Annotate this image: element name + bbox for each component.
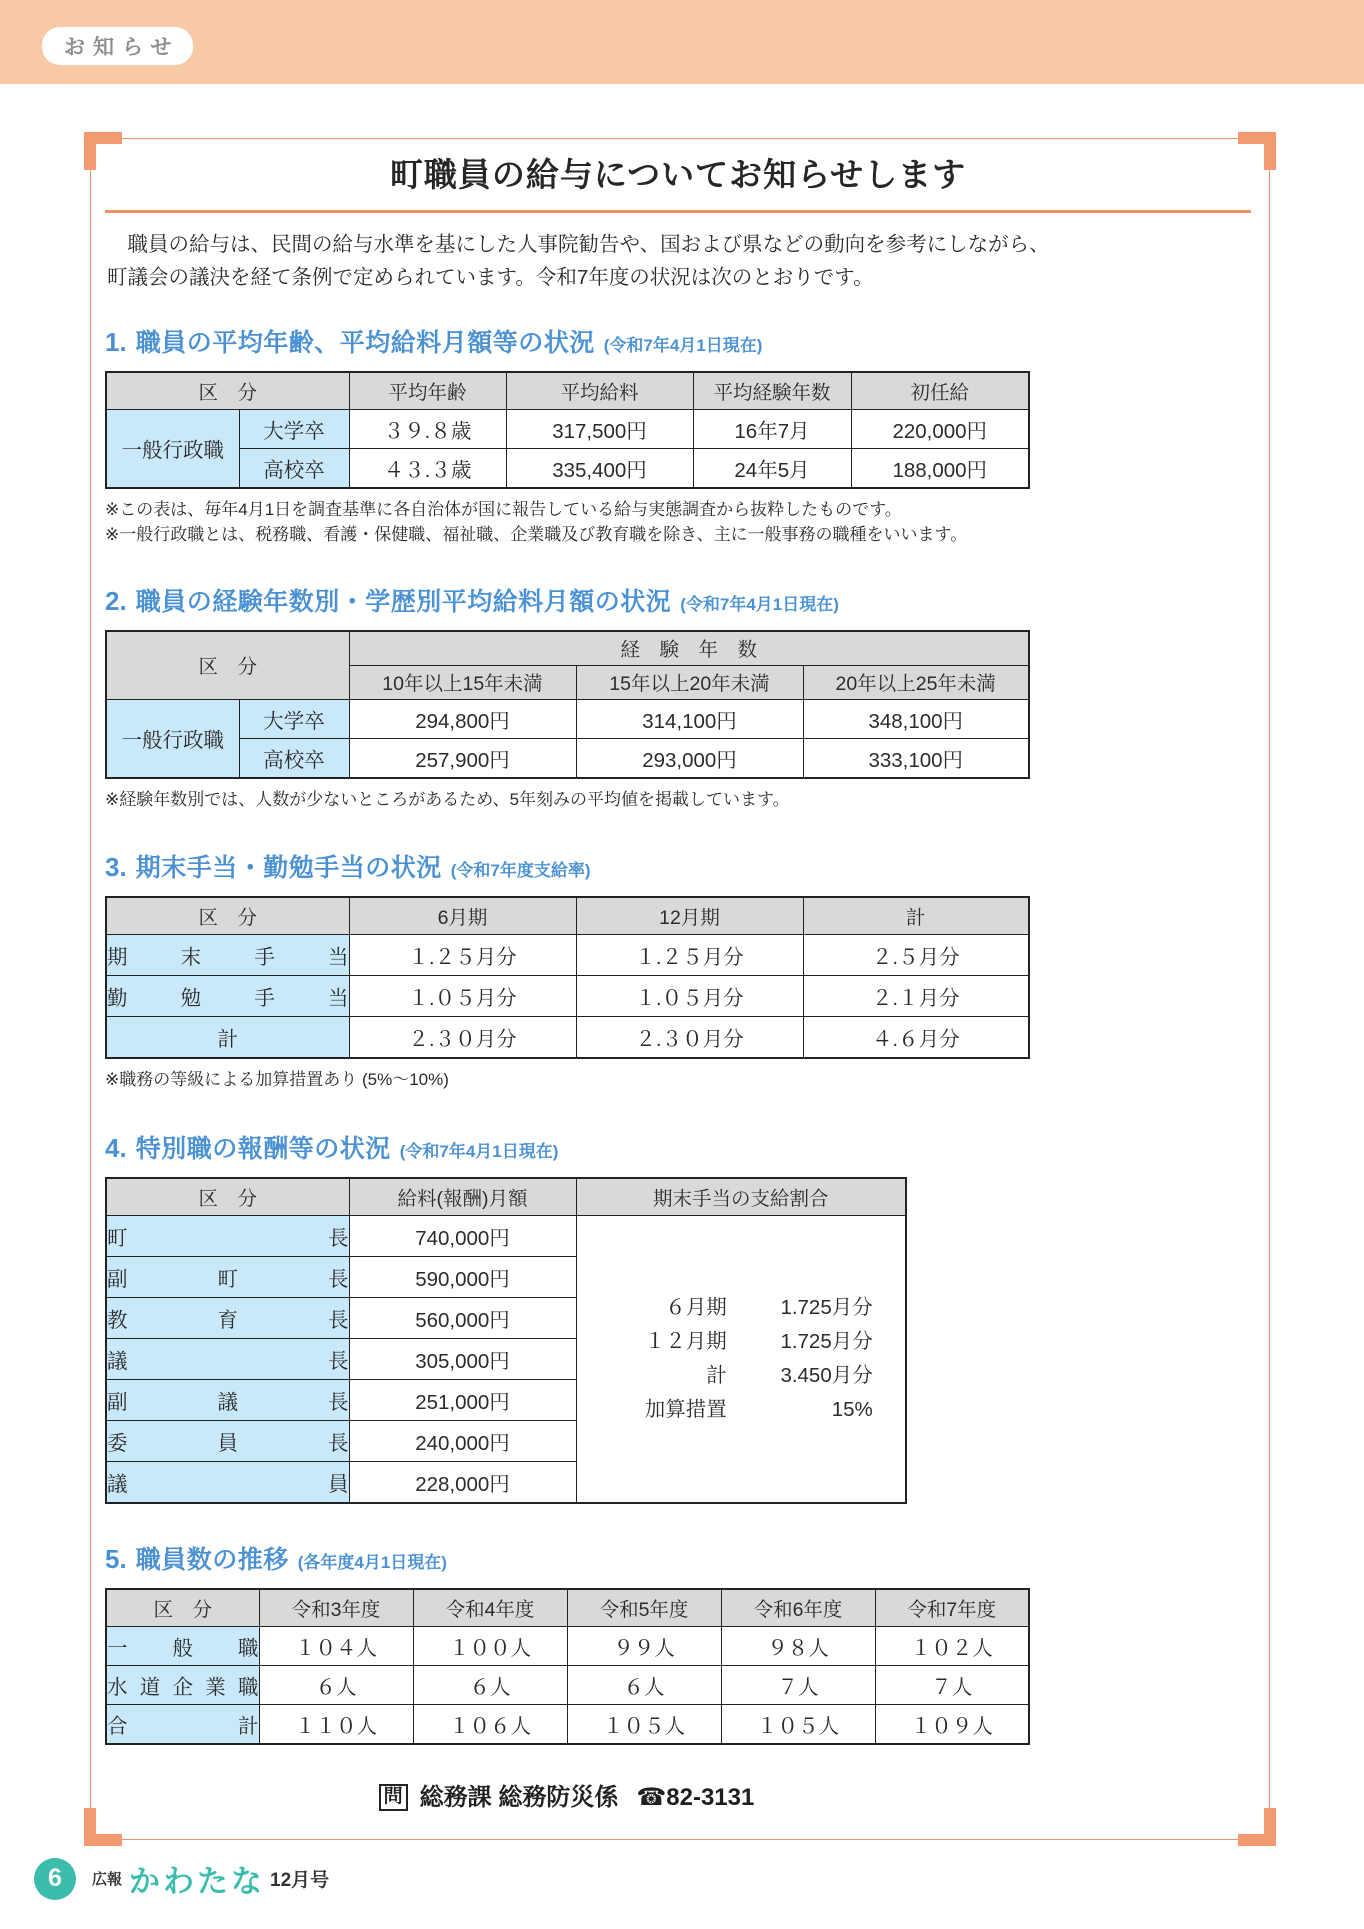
header-cell: 平均給料 bbox=[506, 372, 693, 410]
data-cell: 240,000円 bbox=[349, 1420, 576, 1461]
section-5-number: 5. bbox=[105, 1543, 127, 1574]
section-3-title: 期末手当・勤勉手当の状況 bbox=[135, 854, 442, 883]
row-label: 副町長 bbox=[106, 1256, 349, 1297]
intro-line-2: 町議会の議決を経て条例で定められています。令和7年度の状況は次のとおりです。 bbox=[107, 265, 874, 289]
page-footer-info bbox=[34, 1856, 329, 1901]
data-cell: 228,000円 bbox=[349, 1461, 576, 1503]
section-4-heading bbox=[105, 1129, 1251, 1165]
data-cell: ２.３０月分 bbox=[576, 1017, 803, 1059]
data-cell: 16年7月 bbox=[693, 409, 851, 448]
intro-paragraph bbox=[107, 229, 1251, 295]
row-label: 期末手当 bbox=[106, 935, 349, 976]
data-cell: ６人 bbox=[413, 1665, 567, 1704]
section-5-heading bbox=[105, 1540, 1251, 1576]
allowance-summary-cell bbox=[576, 1215, 906, 1503]
section-1-heading bbox=[105, 323, 1251, 359]
data-cell: 560,000円 bbox=[349, 1297, 576, 1338]
table-average-age-salary bbox=[105, 371, 1030, 489]
table-bonus-allowance bbox=[105, 896, 1030, 1059]
page-number-badge: 6 bbox=[34, 1858, 76, 1900]
contact-department: 総務課 総務防災係 bbox=[419, 1783, 619, 1811]
data-cell: ９８人 bbox=[721, 1626, 875, 1665]
section-3-date-note: (令和7年度支給率) bbox=[450, 861, 591, 881]
intro-line-1: 職員の給与は、民間の給与水準を基にした人事院勧告や、国および県などの動向を参考にしながら、 bbox=[107, 233, 1050, 256]
row-group-label: 一般行政職 bbox=[106, 699, 239, 778]
data-cell: １０２人 bbox=[875, 1626, 1029, 1665]
phone-number: 82-3131 bbox=[666, 1783, 755, 1811]
section-3-notes bbox=[105, 1067, 1251, 1093]
header-cell: 経 験 年 数 bbox=[349, 631, 1029, 666]
data-cell: 251,000円 bbox=[349, 1379, 576, 1420]
data-cell: １０９人 bbox=[875, 1704, 1029, 1744]
header-cell: 区 分 bbox=[106, 631, 349, 700]
corner-bracket-bottom-right bbox=[1238, 1808, 1276, 1846]
row-label: 高校卒 bbox=[239, 448, 349, 488]
row-label: 大学卒 bbox=[239, 409, 349, 448]
corner-bracket-top-left bbox=[84, 132, 122, 170]
data-cell: 257,900円 bbox=[349, 738, 576, 778]
row-label: 大学卒 bbox=[239, 699, 349, 738]
row-group-label: 一般行政職 bbox=[106, 409, 239, 488]
table-row bbox=[106, 1017, 1029, 1059]
data-cell: １.２５月分 bbox=[576, 935, 803, 976]
content-frame bbox=[90, 138, 1270, 1840]
data-cell: ６人 bbox=[567, 1665, 721, 1704]
section-1-date-note: (令和7年4月1日現在) bbox=[603, 335, 763, 355]
data-cell: 317,500円 bbox=[506, 409, 693, 448]
row-label: 教育長 bbox=[106, 1297, 349, 1338]
header-cell: 期末手当の支給割合 bbox=[576, 1178, 906, 1216]
data-cell: 348,100円 bbox=[803, 699, 1029, 738]
data-cell: １００人 bbox=[413, 1626, 567, 1665]
publication-name: かわたな bbox=[129, 1864, 266, 1899]
data-cell: ４３.３歳 bbox=[349, 448, 506, 488]
allowance-value: 15% bbox=[831, 1397, 873, 1421]
inquiry-mark: 問 bbox=[379, 1784, 408, 1811]
row-label: 高校卒 bbox=[239, 738, 349, 778]
header-cell: 令和5年度 bbox=[567, 1589, 721, 1627]
header-cell: 20年以上25年未満 bbox=[803, 665, 1029, 699]
header-cell: 給料(報酬)月額 bbox=[349, 1178, 576, 1216]
header-cell: 区 分 bbox=[106, 372, 349, 410]
table-staff-count-trend bbox=[105, 1588, 1030, 1745]
contact-line bbox=[105, 1777, 1028, 1812]
note-line: ※職務の等級による加算措置あり (5%～10%) bbox=[105, 1070, 449, 1090]
header-cell: 平均経験年数 bbox=[693, 372, 851, 410]
data-cell: ７人 bbox=[721, 1665, 875, 1704]
header-cell: 計 bbox=[803, 897, 1029, 935]
table-salary-by-experience bbox=[105, 630, 1030, 779]
row-label: 議長 bbox=[106, 1338, 349, 1379]
section-4-number: 4. bbox=[105, 1132, 127, 1163]
data-cell: １.０５月分 bbox=[576, 976, 803, 1017]
section-4-date-note: (令和7年4月1日現在) bbox=[399, 1141, 559, 1161]
data-cell: １０４人 bbox=[259, 1626, 413, 1665]
header-cell: 10年以上15年未満 bbox=[349, 665, 576, 699]
header-cell: 令和6年度 bbox=[721, 1589, 875, 1627]
allowance-value: 3.450月分 bbox=[780, 1363, 873, 1387]
data-cell: 305,000円 bbox=[349, 1338, 576, 1379]
data-cell: １１０人 bbox=[259, 1704, 413, 1744]
data-cell: ９９人 bbox=[567, 1626, 721, 1665]
section-2-title: 職員の経験年数別・学歴別平均給料月額の状況 bbox=[135, 587, 672, 616]
section-staff-count-trend bbox=[105, 1540, 1251, 1745]
table-row bbox=[106, 631, 1029, 666]
header-cell: 区 分 bbox=[106, 1178, 349, 1216]
data-cell: 314,100円 bbox=[576, 699, 803, 738]
row-label: 町長 bbox=[106, 1215, 349, 1256]
table-special-officials bbox=[105, 1177, 907, 1504]
header-cell: 令和4年度 bbox=[413, 1589, 567, 1627]
section-1-title: 職員の平均年齢、平均給料月額等の状況 bbox=[135, 328, 595, 357]
corner-bracket-bottom-left bbox=[84, 1808, 122, 1846]
table-row bbox=[106, 1178, 906, 1216]
data-cell: ３９.８歳 bbox=[349, 409, 506, 448]
row-label: 議員 bbox=[106, 1461, 349, 1503]
allowance-label: 加算措置 bbox=[644, 1397, 727, 1421]
section-2-number: 2. bbox=[105, 585, 127, 616]
top-notice-band bbox=[0, 0, 1364, 84]
note-line: ※一般行政職とは、税務職、看護・保健職、福祉職、企業職及び教育職を除き、主に一般事務の職種をいいます。 bbox=[105, 525, 968, 545]
title-underline bbox=[105, 210, 1251, 213]
row-label: 合計 bbox=[106, 1704, 259, 1744]
section-special-officials bbox=[105, 1129, 1251, 1504]
note-line: ※経験年数別では、人数が少ないところがあるため、5年刻みの平均値を掲載しています。 bbox=[105, 789, 790, 809]
data-cell: ２.５月分 bbox=[803, 935, 1029, 976]
data-cell: ７人 bbox=[875, 1665, 1029, 1704]
publication-prefix: 広報 bbox=[92, 1871, 123, 1888]
section-5-date-note: (各年度4月1日現在) bbox=[297, 1552, 447, 1572]
row-label: 計 bbox=[106, 1017, 349, 1059]
table-row bbox=[106, 1215, 906, 1256]
data-cell: 740,000円 bbox=[349, 1215, 576, 1256]
data-cell: 188,000円 bbox=[851, 448, 1029, 488]
header-cell: 6月期 bbox=[349, 897, 576, 935]
data-cell: ２.３０月分 bbox=[349, 1017, 576, 1059]
header-cell: 15年以上20年未満 bbox=[576, 665, 803, 699]
table-row bbox=[106, 897, 1029, 935]
section-2-notes bbox=[105, 787, 1251, 813]
table-row bbox=[106, 1626, 1029, 1665]
page-title: 町職員の給与についてお知らせします bbox=[389, 156, 967, 193]
table-row bbox=[106, 699, 1029, 738]
section-5-title: 職員数の推移 bbox=[135, 1545, 289, 1574]
phone-icon: ☎ bbox=[636, 1783, 667, 1811]
section-1-notes bbox=[105, 497, 1251, 548]
note-line: ※この表は、毎年4月1日を調査基準に各自治体が国に報告している給与実態調査から抜粋したものです。 bbox=[105, 499, 902, 519]
row-label: 水道企業職 bbox=[106, 1665, 259, 1704]
publication-issue: 12月号 bbox=[270, 1870, 330, 1891]
data-cell: １.２５月分 bbox=[349, 935, 576, 976]
table-row bbox=[106, 1704, 1029, 1744]
allowance-label: ６月期 bbox=[665, 1295, 727, 1319]
section-salary-by-experience bbox=[105, 582, 1251, 813]
section-2-date-note: (令和7年4月1日現在) bbox=[680, 594, 839, 614]
header-cell: 区 分 bbox=[106, 897, 349, 935]
table-row bbox=[106, 738, 1029, 778]
data-cell: ６人 bbox=[259, 1665, 413, 1704]
table-row bbox=[106, 1665, 1029, 1704]
table-row bbox=[106, 409, 1029, 448]
table-row bbox=[106, 1589, 1029, 1627]
row-label: 勤勉手当 bbox=[106, 976, 349, 1017]
header-cell: 区 分 bbox=[106, 1589, 259, 1627]
allowance-value: 1.725月分 bbox=[780, 1295, 873, 1319]
corner-bracket-top-right bbox=[1238, 132, 1276, 170]
header-cell: 初任給 bbox=[851, 372, 1029, 410]
data-cell: １０５人 bbox=[721, 1704, 875, 1744]
allowance-label: 計 bbox=[706, 1363, 727, 1387]
row-label: 副議長 bbox=[106, 1379, 349, 1420]
table-row bbox=[106, 935, 1029, 976]
table-row bbox=[106, 448, 1029, 488]
section-1-number: 1. bbox=[105, 326, 127, 357]
row-label: 一般職 bbox=[106, 1626, 259, 1665]
data-cell: 335,400円 bbox=[506, 448, 693, 488]
data-cell: １.０５月分 bbox=[349, 976, 576, 1017]
row-label: 委員長 bbox=[106, 1420, 349, 1461]
section-3-heading bbox=[105, 848, 1251, 884]
data-cell: １０５人 bbox=[567, 1704, 721, 1744]
section-bonus-allowance bbox=[105, 848, 1251, 1093]
section-2-heading bbox=[105, 582, 1251, 618]
notice-badge: お知らせ bbox=[42, 27, 193, 65]
table-row bbox=[106, 372, 1029, 410]
data-cell: 293,000円 bbox=[576, 738, 803, 778]
header-cell: 令和7年度 bbox=[875, 1589, 1029, 1627]
data-cell: 24年5月 bbox=[693, 448, 851, 488]
section-3-number: 3. bbox=[105, 852, 127, 883]
data-cell: １０６人 bbox=[413, 1704, 567, 1744]
section-average-age-salary bbox=[105, 323, 1251, 548]
data-cell: ２.１月分 bbox=[803, 976, 1029, 1017]
data-cell: ４.６月分 bbox=[803, 1017, 1029, 1059]
allowance-grid bbox=[609, 1293, 873, 1425]
data-cell: 590,000円 bbox=[349, 1256, 576, 1297]
header-cell: 令和3年度 bbox=[259, 1589, 413, 1627]
allowance-label: １２月期 bbox=[644, 1329, 727, 1353]
data-cell: 220,000円 bbox=[851, 409, 1029, 448]
data-cell: 294,800円 bbox=[349, 699, 576, 738]
data-cell: 333,100円 bbox=[803, 738, 1029, 778]
table-row bbox=[106, 976, 1029, 1017]
section-4-title: 特別職の報酬等の状況 bbox=[135, 1134, 391, 1163]
header-cell: 12月期 bbox=[576, 897, 803, 935]
allowance-value: 1.725月分 bbox=[780, 1329, 873, 1353]
header-cell: 平均年齢 bbox=[349, 372, 506, 410]
